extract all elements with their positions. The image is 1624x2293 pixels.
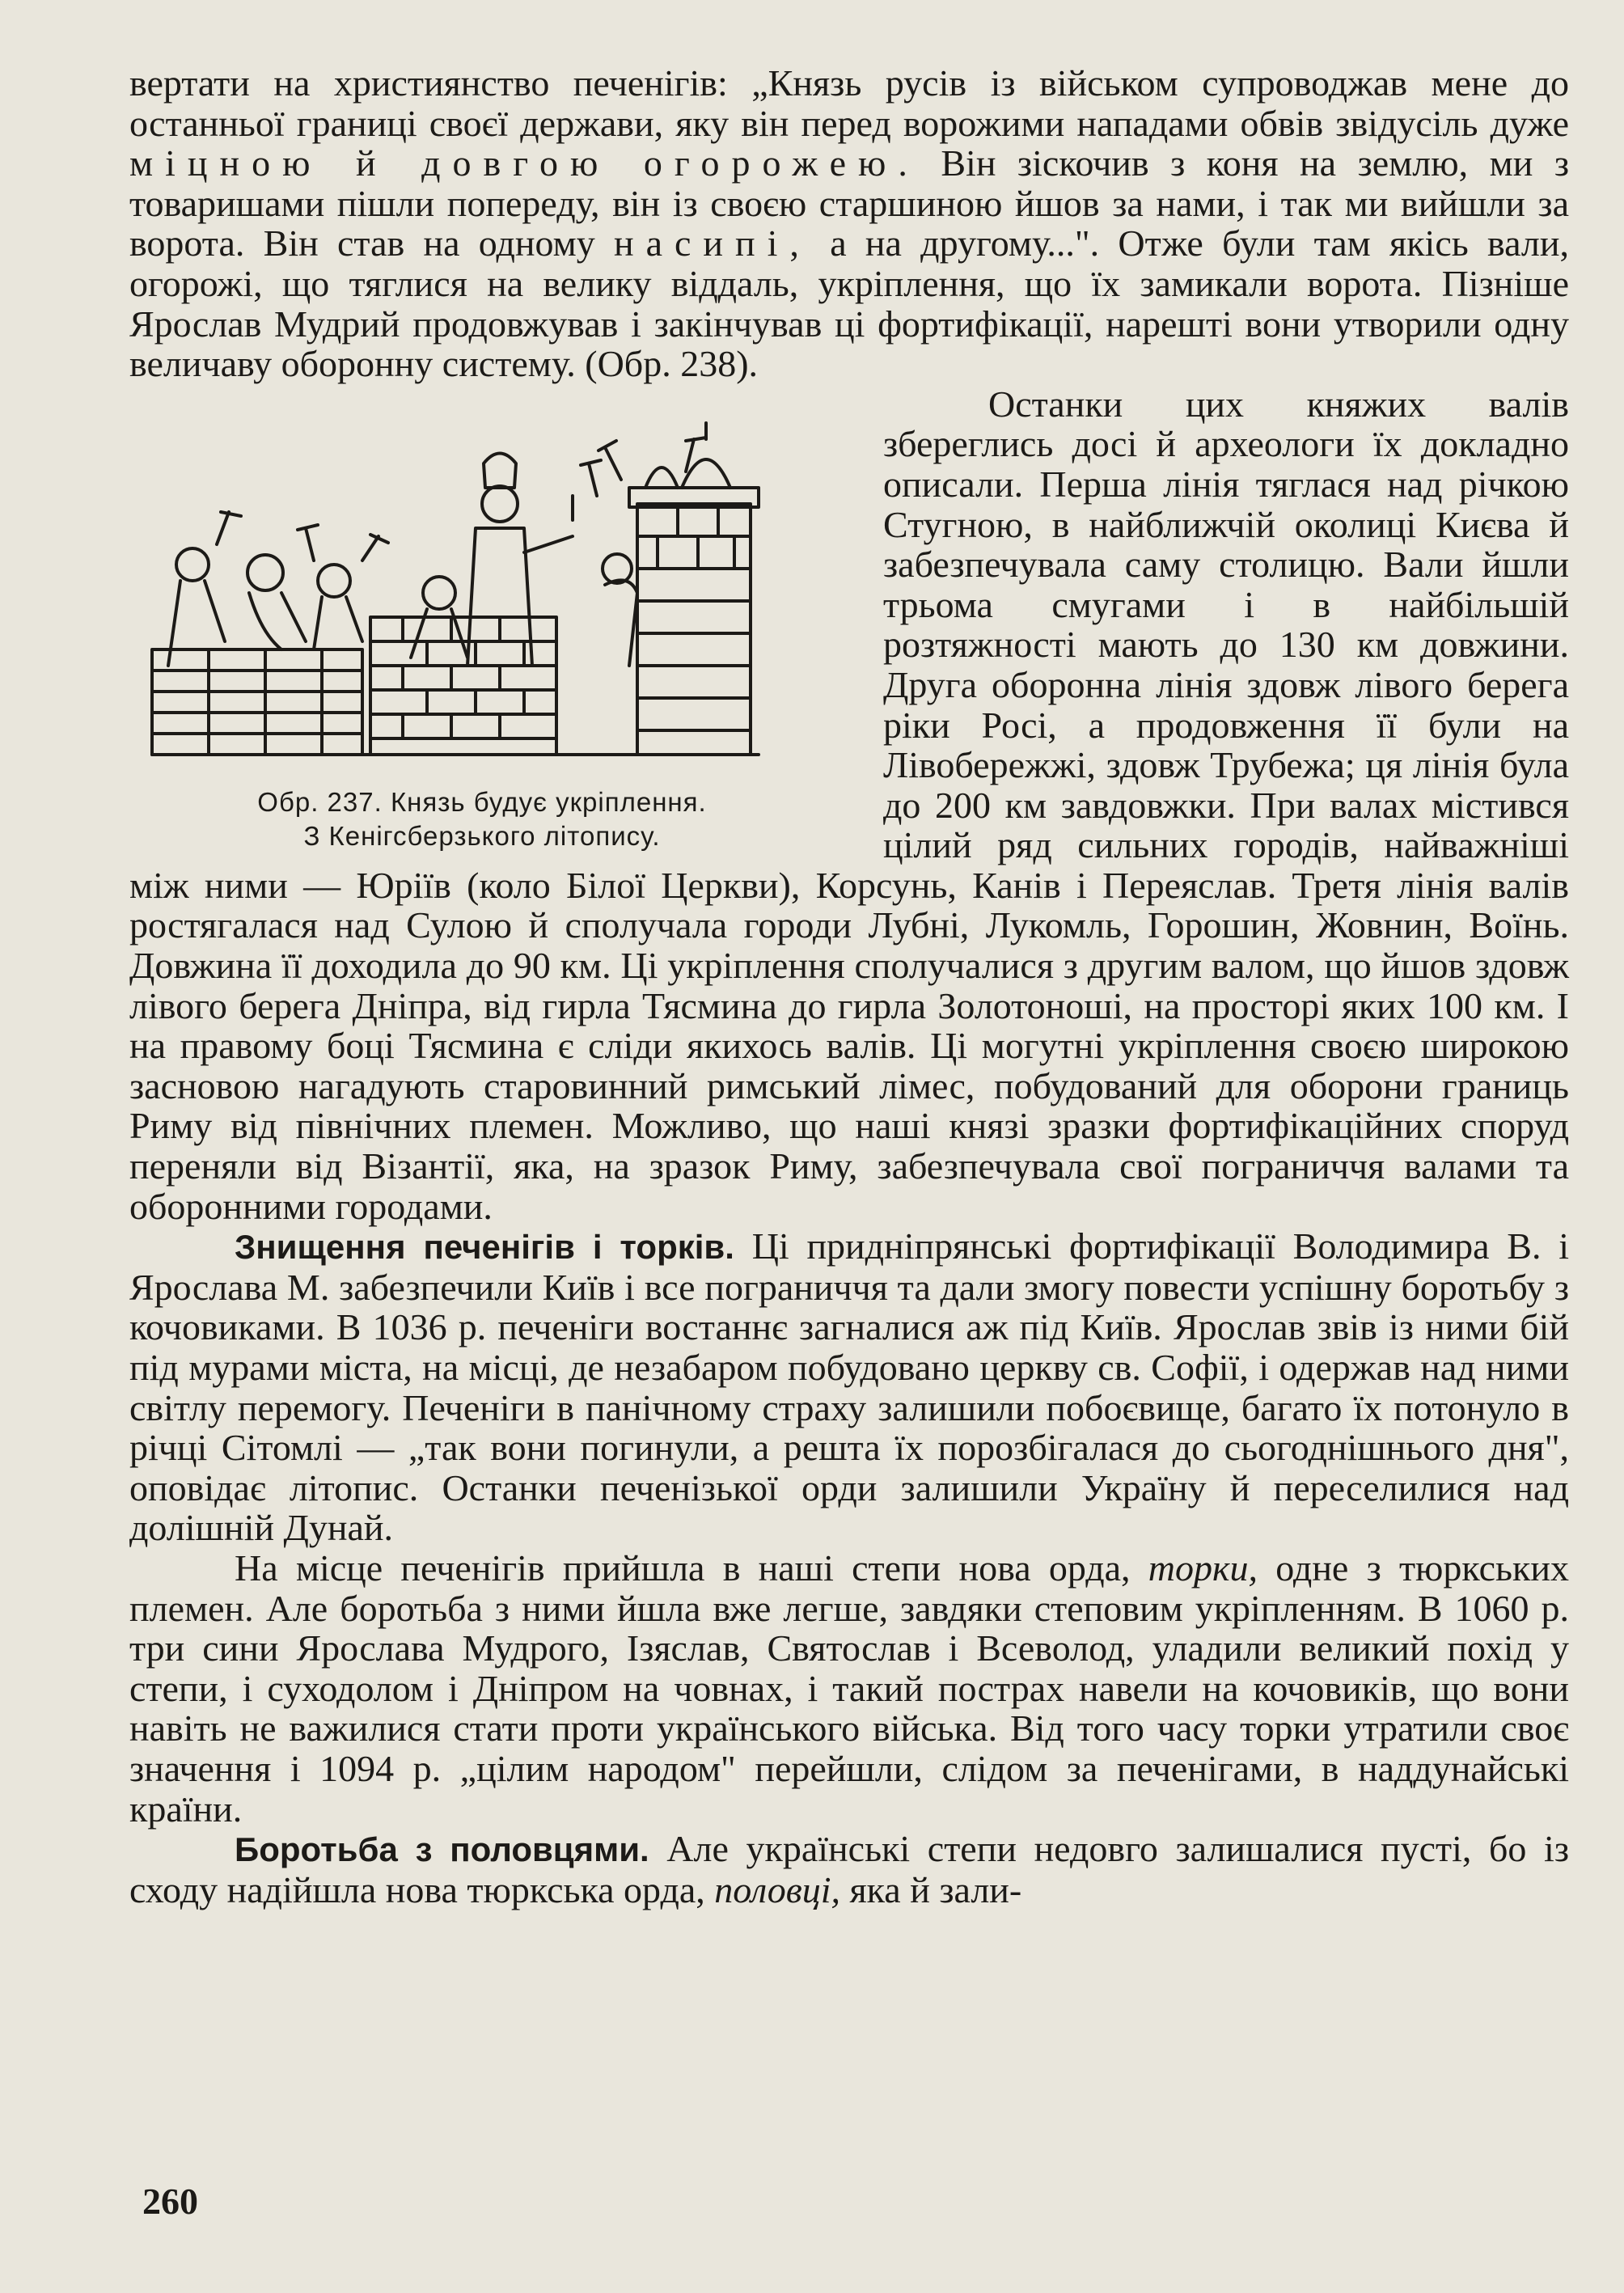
paragraph-4: На місце печенігів прийшла в наші степи нова орда, торки, одне з тюркських племен. Але боротьба з ними йшла вже легше, завдяки степовим укріпленням. В 1060 р. три сини Ярослава Мудрого, Ізяслав, Святослав і Всеволод, уладили великий похід у степи, і суходолом і Дніпром на човнах, і такий пострах навели на кочовиків, що вони навіть не важилися стати проти українського війська. Від того часу торки утратили своє значення і 1094 р. „цілим народом" перейшли, слідом за печенігами, в наддунайські країни. <box>129 1546 1569 1830</box>
paragraph-1: вертати на християнство печенігів: „Князь русів із військом супроводжав мене до останньої границі своєї держави, яку він перед ворожими нападами обвів звідусіль дуже міцною й довгою огорожею. Він зіскочив з коня на землю, ми з товаришами пішли попереду, він із своєю старшиною йшов за нами, і так ми вийшли за ворота. Він став на одному насипі, а на другому...". Отже були там якісь вали, огорожі, що тяглися на велику віддаль, укріплення, що їх замикали ворота. Пізніше Ярослав Мудрий продовжував і закінчував ці фортифікації, нарешті вони утворили одну величаву оборонну систему. (Обр. 238). <box>129 62 1569 385</box>
caption-line: З Кенігсберзького літопису. <box>303 820 661 851</box>
spaced-emphasis: насипі, <box>613 222 811 264</box>
section-heading: Знищення печенігів і торків. <box>235 1228 734 1267</box>
caption-line: Обр. 237. Князь будує укріплення. <box>257 786 707 817</box>
body-text <box>129 63 1569 1910</box>
paragraph-3: Знищення печенігів і торків. Ці придніпрянські фортифікації Володимира В. і Ярослава М. забезпечили Київ і все пограниччя та дали змогу повести успішну боротьбу з кочовиками. В 1036 р. печеніги востаннє загналися аж під Київ. Ярослав звів із ними бій під мурами міста, на місці, де незабаром побудовано церкву св. Софії, і одержав над ними світлу перемогу. Печеніги в панічному страху залишили побоєвище, багато їх потонуло в річці Сітомлі — „так вони погинули, а решта їх порозбігалася до сьогоднішнього дня", оповідає літопис. Останки печенізької орди залишили Україну й переселилися над долішній Дунай. <box>129 1225 1569 1549</box>
section-heading: Боротьба з половцями. <box>235 1830 649 1869</box>
page-number: 260 <box>142 2181 198 2222</box>
italic-term: половці, <box>714 1868 840 1910</box>
paragraph-2: Останки цих княжих валів збереглись досі й археологи їх докладно описали. Перша лінія тяглася над річкою Стугною, в найближчій околиці Києва й забезпечувала саму столицю. Вали йшли трьома смугами і в найбільшій розтяжності мають до 130 км довжини. Друга оборонна лінія здовж лівого берега ріки Росі, а продовження її були на Лівобережжі, здовж Трубежа; ця лінія була до 200 км завдовжки. При валах містився цілий ряд сильних городів, найважніші між ними — Юріїв (коло Білої Церкви), Корсунь, Канів і Переяслав. Третя лінія валів ростягалася над Сулою й сполучала городи Лубні, Лукомль, Горошин, Жовнин, Воїнь. Довжина її доходила до 90 км. Ці укріплення сполучалися з другим валом, що йшов здовж лівого берега Дніпра, від гирла Тясмина до гирла Золотоноші, на просторі яких 100 км. І на правому боці Тясмина є сліди якихось валів. Ці могутні укріплення своєю широкою засновою нагадують старовинний римський лімес, побудований для оборони границь Риму від північних племен. Можливо, що наші князі зразки фортифікаційних споруд переняли від Візантії, яка, на зразок Риму, забезпечувала свої пограниччя валами та оборонними городами. <box>129 383 1569 1227</box>
fortification-illustration <box>120 399 775 779</box>
spaced-emphasis: міцною й довгою огорожею. <box>129 142 920 184</box>
figure-237 <box>129 399 835 853</box>
italic-term: торки, <box>1148 1546 1258 1589</box>
figure-caption <box>129 785 835 853</box>
paragraph-5: Боротьба з половцями. Але українські степи недовго залишалися пусті, бо із сходу надійшла нова тюркська орда, половці, яка й зали- <box>129 1828 1569 1910</box>
